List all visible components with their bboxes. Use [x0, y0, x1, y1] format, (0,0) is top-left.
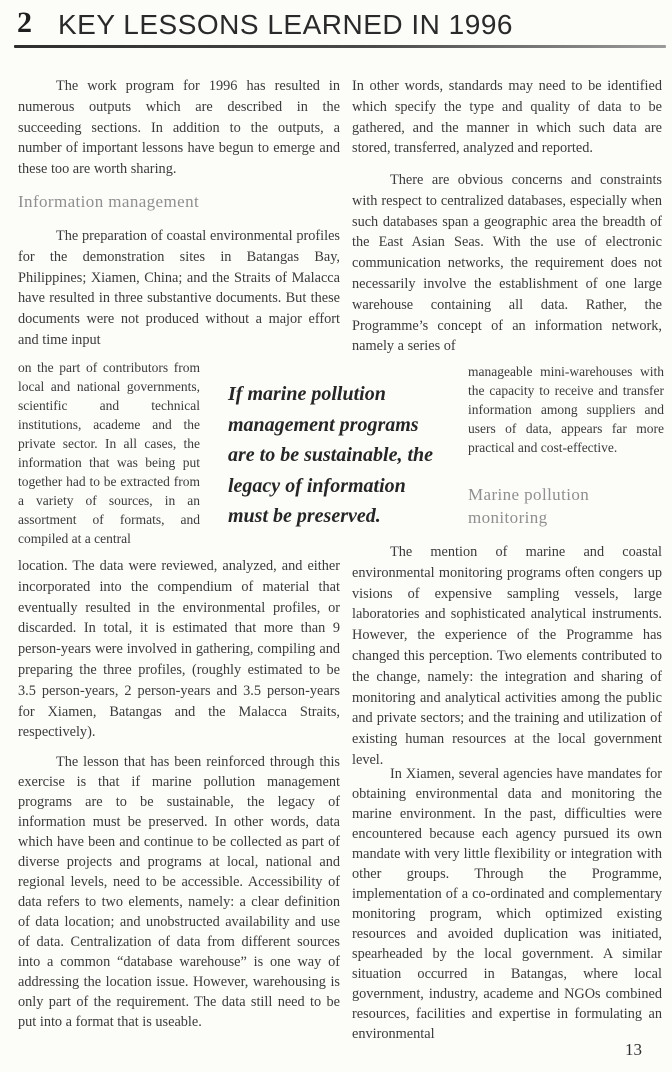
left-paragraph-profiles-narrow: on the part of contributors from local and national governments, scientific and technical institutions, academe and the private sector. In all cases, the information that was being put together had to be extracted from a variety of sources, in an assortment of formats, and compiled at a central: [18, 360, 200, 546]
pull-quote-line: management programs: [228, 413, 419, 436]
pull-quote-line: If marine pollution: [228, 383, 386, 405]
pull-quote: [228, 379, 460, 532]
left-paragraph-intro: The work program for 1996 has resulted in numerous outputs which are described in the succeeding sections. In addition to the outputs, a number of important lessons have begun to emerge and these too are worth sharing.: [18, 78, 340, 178]
page-title: KEY LESSONS LEARNED IN 1996: [58, 9, 513, 40]
right-paragraph-monitoring: The mention of marine and coastal environmental monitoring programs often congers up visions of expensive sampling vessels, large laboratories and sophisticated analytical instruments. However, the experience of the Programme has changed this perception. Two elements contributed to the change, namely: the integration and sharing of monitoring and analytical activities among the public and private sectors; and the training and utilization of existing human resources at the local government level.: [352, 544, 662, 768]
heading-information-management: Information management: [18, 192, 200, 211]
right-paragraph-standards: In other words, standards may need to be identified which specify the type and quality of data to be gathered, and the manner in which such data are stored, transferred, analyzed and reported.: [352, 78, 662, 157]
header-rule: [14, 45, 666, 48]
heading-marine-pollution-monitoring: Marine pollution monitoring: [468, 485, 590, 527]
pull-quote-line: must be preserved.: [228, 505, 381, 527]
page-number: 13: [625, 1040, 642, 1059]
right-paragraph-xiamen: In Xiamen, several agencies have mandates for obtaining environmental data and monitoring the marine environment. In the past, difficulties were encountered because each agency pursued its own mandate with very little flexibility or integration with other groups. Through the Programme, implementation of a co-ordinated and complementary monitoring program, which optimized existing resources and avoided duplication was initiated, spearheaded by the local government. A similar situation occurred in Batangas, where local government, industry, academe and NGOs combined resources, facilities and expertise in formulating an environmental: [352, 766, 662, 1042]
right-paragraph-databases-narrow: manageable mini-warehouses with the capacity to receive and transfer information among suppliers and users of data, appears far more practical and cost-effective.: [468, 364, 664, 455]
right-paragraph-databases-full: There are obvious concerns and constraints with respect to centralized databases, especially when such databases span a geographic area the breadth of the East Asian Seas. With the use of electronic communication networks, the requirement does not necessarily involve the establishment of one large warehouse containing all data. Rather, the Programme’s concept of an information network, namely a series of: [352, 172, 662, 355]
left-paragraph-lesson: The lesson that has been reinforced through this exercise is that if marine pollution management programs are to be sustainable, the legacy of information must be preserved. In other words, data which have been and continue to be collected as part of diverse projects and programs at local, national and regional levels, need to be accessible. Accessibility of data refers to two elements, namely: a clear definition of data location; and unobstructed availability and use of data. Centralization of data from different sources into a common “database warehouse” is one way of addressing the location issue. However, warehousing is only part of the requirement. The data still need to be put into a format that is useable.: [18, 754, 340, 1030]
chapter-number: 2: [17, 6, 32, 39]
left-paragraph-profiles-resume: location. The data were reviewed, analyzed, and either incorporated into the compendium of material that eventually resulted in the environmental profiles, or discarded. In total, it is estimated that more than 9 person-years were involved in gathering, compiling and preparing the three profiles, (roughly estimated to be 3.5 person-years, 2 person-years and 3.5 person-years for Xiamen, Batangas and the Malacca Straits, respectively).: [18, 558, 340, 741]
pull-quote-line: legacy of information: [228, 474, 406, 497]
pull-quote-line: are to be sustainable, the: [228, 444, 434, 466]
left-paragraph-profiles-full: The preparation of coastal environmental profiles for the demonstration sites in Batangas Bay, Philippines; Xiamen, China; and the Straits of Malacca have resulted in three substantive documents. But these documents were not produced without a major effort and time input: [18, 228, 340, 348]
